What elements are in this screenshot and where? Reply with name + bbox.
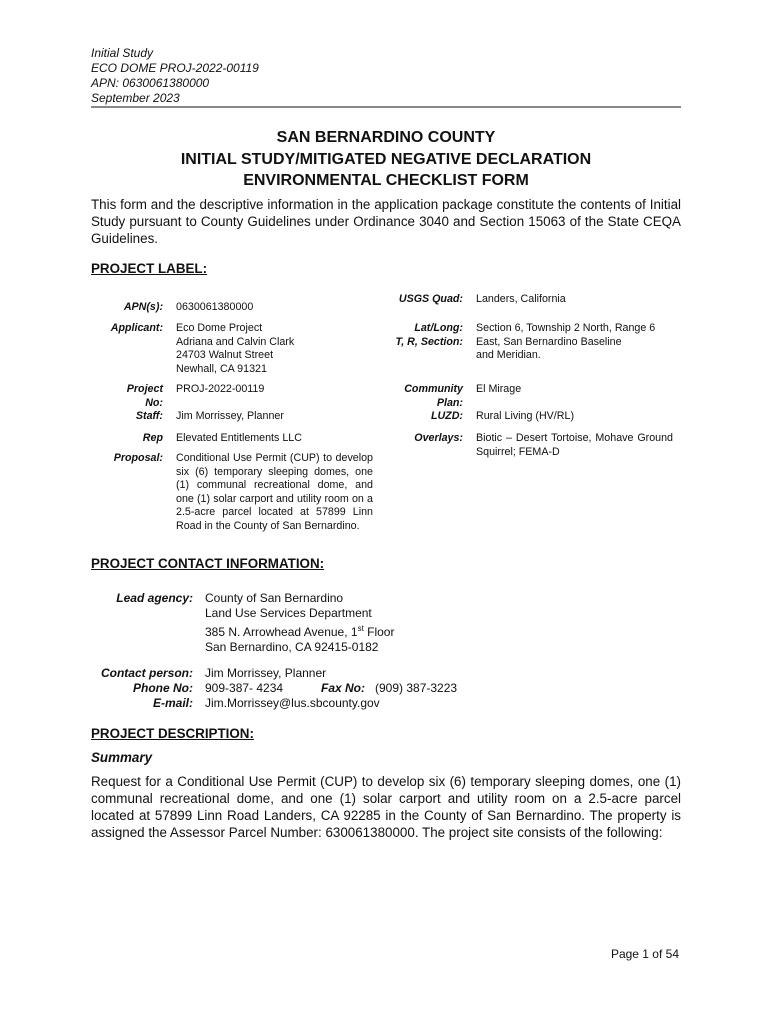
title-study: INITIAL STUDY/MITIGATED NEGATIVE DECLARATION xyxy=(180,151,592,168)
applicant-line: Eco Dome Project xyxy=(176,322,263,334)
applicant-line: Newhall, CA 91321 xyxy=(176,362,267,375)
summary-heading: Summary xyxy=(91,750,153,765)
project-no-value: PROJ-2022-00119 xyxy=(176,383,265,395)
phone-value: 909-387- 4234 xyxy=(205,681,284,695)
apn-value: 0630061380000 xyxy=(176,301,254,313)
lead-agency-value xyxy=(205,591,394,655)
staff-label: Staff: xyxy=(135,410,163,422)
apn-label: APN(s): xyxy=(123,301,163,313)
address-street: 385 N. Arrowhead Avenue, 1 xyxy=(205,625,358,639)
applicant-value xyxy=(176,322,373,376)
lead-agency-line: San Bernardino, CA 92415-0182 xyxy=(205,640,379,654)
project-no-label-line1: Project xyxy=(126,383,163,395)
community-plan-label-line2: Plan: xyxy=(436,396,463,409)
community-plan-label-line1: Community xyxy=(404,383,463,395)
header-date: September 2023 xyxy=(91,91,180,105)
email-label: E-mail: xyxy=(152,696,193,710)
community-plan-value: El Mirage xyxy=(476,383,522,395)
latlong-label-line2: T, R, Section: xyxy=(395,335,463,348)
project-no-label-line2: No: xyxy=(145,396,163,409)
latlong-line: and Meridian. xyxy=(476,349,541,361)
fax-label: Fax No: xyxy=(321,681,366,695)
intro-paragraph: This form and the descriptive information in the application package constitute the contents of Initial Study pursuant to County Guidelines under Ordinance 3040 and Section 15063 of the State CEQA Guidelines. xyxy=(91,197,681,246)
applicant-label: Applicant: xyxy=(110,322,163,334)
title-form: ENVIRONMENTAL CHECKLIST FORM xyxy=(243,172,529,189)
fax-value: (909) 387-3223 xyxy=(375,681,458,695)
overlays-value: Biotic – Desert Tortoise, Mohave Ground Squirrel; FEMA-D xyxy=(476,432,673,458)
project-no-label xyxy=(91,383,163,410)
overlays-label: Overlays: xyxy=(414,432,463,444)
applicant-line: Adriana and Calvin Clark xyxy=(176,335,295,348)
rep-label: Rep xyxy=(142,432,163,444)
community-plan-label xyxy=(383,383,463,410)
usgs-quad-value: Landers, California xyxy=(476,293,566,305)
latlong-value xyxy=(476,322,673,363)
header-project-name: ECO DOME PROJ-2022-00119 xyxy=(91,61,259,75)
page-number: Page 1 of 54 xyxy=(610,947,679,961)
description-heading: PROJECT DESCRIPTION: xyxy=(91,726,254,741)
latlong-line: Section 6, Township 2 North, Range 6 xyxy=(476,322,656,334)
lead-agency-line: Land Use Services Department xyxy=(205,606,372,620)
staff-value: Jim Morrissey, Planner xyxy=(176,410,284,422)
header-divider xyxy=(91,106,681,108)
header-study-type: Initial Study xyxy=(91,46,154,60)
phone-label: Phone No: xyxy=(133,681,193,695)
summary-paragraph: Request for a Conditional Use Permit (CUP) to develop six (6) temporary sleeping domes, one (1) communal recreational dome, and one (1) solar carport and utility room on a 2.5-acre parcel located at 57899 Linn Road Landers, CA 92285 in the County of San Bernardino. The property is assigned the Assessor Parcel Number: 630061380000. The project site consists of the following: xyxy=(91,774,681,840)
latlong-label-line1: Lat/Long: xyxy=(414,322,463,334)
luzd-value: Rural Living (HV/RL) xyxy=(476,410,574,422)
contact-heading: PROJECT CONTACT INFORMATION: xyxy=(91,556,325,571)
rep-value: Elevated Entitlements LLC xyxy=(176,432,302,444)
address-floor: Floor xyxy=(363,625,395,639)
lead-agency-address xyxy=(205,621,394,640)
latlong-line: East, San Bernardino Baseline xyxy=(476,335,622,348)
proposal-label: Proposal: xyxy=(113,452,163,464)
lead-agency-line: County of San Bernardino xyxy=(205,591,344,605)
applicant-line: 24703 Walnut Street xyxy=(176,349,274,361)
contact-person-label: Contact person: xyxy=(100,666,193,680)
lead-agency-label: Lead agency: xyxy=(116,591,193,605)
latlong-label xyxy=(383,322,463,349)
contact-person-value: Jim Morrissey, Planner xyxy=(205,666,327,680)
address-ordinal: st xyxy=(357,624,364,633)
luzd-label: LUZD: xyxy=(430,410,463,422)
email-value[interactable]: Jim.Morrissey@lus.sbcounty.gov xyxy=(205,696,380,710)
proposal-value: Conditional Use Permit (CUP) to develop six (6) temporary sleeping domes, one (1) communal recreational dome, and one (1) solar carport and utility room on a 2.5-acre parcel located at 57899 Linn Road in the County of San Bernardino. xyxy=(176,452,373,532)
title-county: SAN BERNARDINO COUNTY xyxy=(276,129,496,146)
usgs-quad-label: USGS Quad: xyxy=(398,293,463,305)
project-label-heading: PROJECT LABEL: xyxy=(91,261,208,276)
document-header xyxy=(91,46,259,106)
header-apn: APN: 0630061380000 xyxy=(91,76,210,90)
